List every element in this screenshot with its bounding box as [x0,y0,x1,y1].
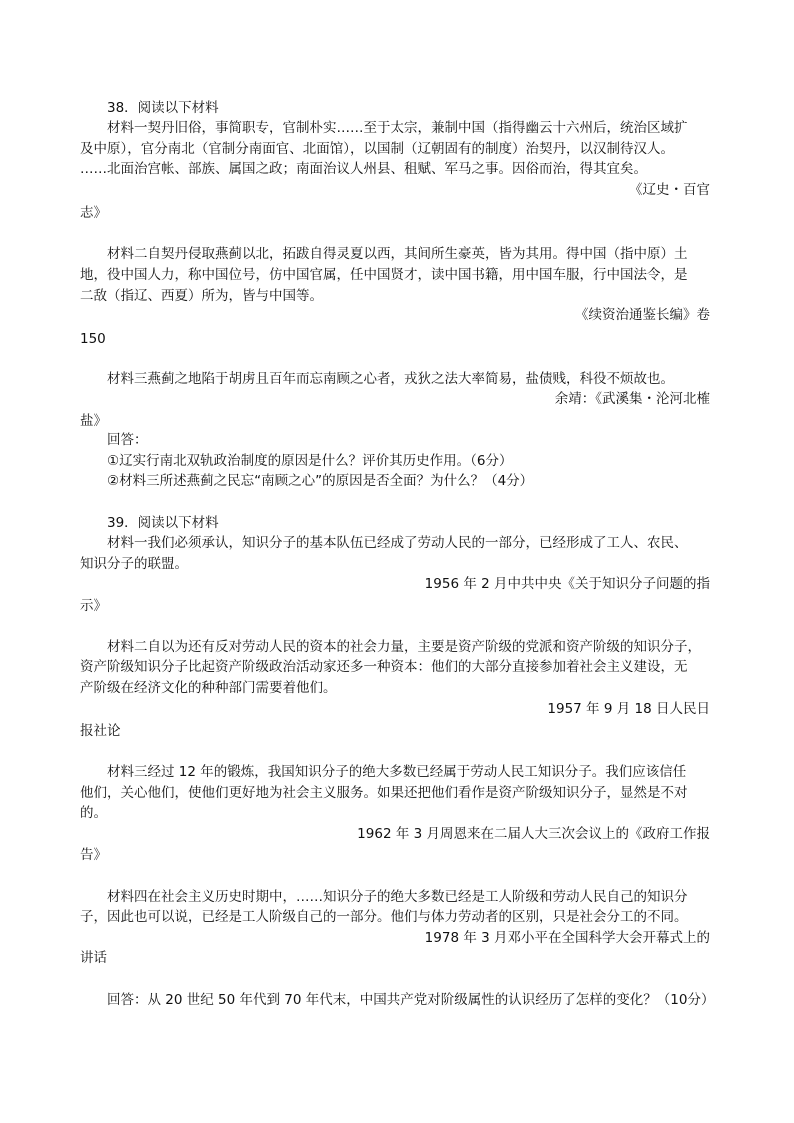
q39-material1-source: 1956 年 2 月中共中央《关于知识分子问题的指 [424,576,710,592]
q38-question-2: ②材料三所述燕蓟之民忘“南顾之心”的原因是否全面？为什么？（4分） [107,473,534,489]
q39-material4-line2: 子，因此也可以说，已经是工人阶级自己的一部分。他们与体力劳动者的区别，只是社会分工的不同。 [80,909,688,925]
q39-material2-line3: 产阶级在经济文化的种种部门需要着他们。 [80,680,337,696]
q39-material4-line1: 材料四在社会主义历史时期中，……知识分子的绝大多数已经是工人阶级和劳动人民自己的知识分 [107,889,688,905]
q39-material1-line2: 知识分子的联盟。 [80,556,188,572]
q38-material2-line3: 二敌（指辽、西夏）所为，皆与中国等。 [80,288,323,304]
q38-material1-line3: ……北面治宫帐、部族、属国之政；南面治议人州县、租赋、军马之事。因俗而治，得其宜矣。 [80,161,647,177]
q38-title: 38．阅读以下材料 [107,100,219,116]
q38-question-1: ①辽实行南北双轨政治制度的原因是什么？评价其历史作用。（6分） [107,453,513,469]
q38-material1-source: 《辽史・百官 [629,182,710,198]
q39-material4-source: 1978 年 3 月邓小平在全国科学大会开幕式上的 [424,930,710,946]
q39-material4-source-cont: 讲话 [80,950,107,966]
q38-material2-line2: 地，役中国人力，称中国位号，仿中国官属，任中国贤才，读中国书籍，用中国车服，行中国法令，是 [80,267,688,283]
q39-material2-source: 1957 年 9 月 18 日人民日 [547,701,710,717]
q39-question: 回答：从 20 世纪 50 年代到 70 年代末，中国共产党对阶级属性的认识经历了怎样的变化？（10分） [107,992,715,1008]
q39-material3-source: 1962 年 3 月周恩来在二届人大三次会议上的《政府工作报 [357,826,710,842]
q39-material1-source-cont: 示》 [80,598,107,614]
q38-material3-source-cont: 盐》 [80,413,107,429]
q38-material2-source-cont: 150 [80,331,106,347]
q38-material1-line1: 材料一契丹旧俗，事简职专，官制朴实……至于太宗，兼制中国（指得幽云十六州后，统治区域扩 [107,120,688,136]
q38-material3: 材料三燕蓟之地陷于胡虏且百年而忘南顾之心者，戎狄之法大率简易，盐债贱，科役不烦故也。 [107,371,674,387]
q39-material2-line1: 材料二自以为还有反对劳动人民的资本的社会力量，主要是资产阶级的党派和资产阶级的知识分子， [107,639,701,655]
q39-material3-source-cont: 告》 [80,847,107,863]
q39-material3-line3: 的。 [80,805,107,821]
q38-material2-source: 《续资治通鉴长编》卷 [575,307,710,323]
q38-answer-label: 回答： [107,432,148,448]
q38-material1-line2: 及中原），官分南北（官制分南面官、北面馆），以国制（辽朝固有的制度）治契丹，以汉制待汉人。 [80,141,674,157]
q39-title: 39．阅读以下材料 [107,515,219,531]
q39-material3-line2: 他们，关心他们，使他们更好地为社会主义服务。如果还把他们看作是资产阶级知识分子，显然是不对 [80,785,688,801]
q38-material2-line1: 材料二自契丹侵取燕蓟以北，拓跋自得灵夏以西，其间所生豪英，皆为其用。得中国（指中原）土 [107,246,688,262]
q39-material3-line1: 材料三经过 12 年的锻炼，我国知识分子的绝大多数已经属于劳动人民工知识分子。我们应该信任 [107,764,687,780]
q39-material2-line2: 资产阶级知识分子比起资产阶级政治活动家还多一种资本：他们的大部分直接参加着社会主义建设，无 [80,659,688,675]
q39-material2-source-cont: 报社论 [80,723,121,739]
q38-material3-source: 余靖：《武溪集・沦河北榷 [554,391,710,407]
q38-material1-source-cont: 志》 [80,205,107,221]
q39-material1-line1: 材料一我们必须承认，知识分子的基本队伍已经成了劳动人民的一部分，已经形成了工人、农民、 [107,535,688,551]
